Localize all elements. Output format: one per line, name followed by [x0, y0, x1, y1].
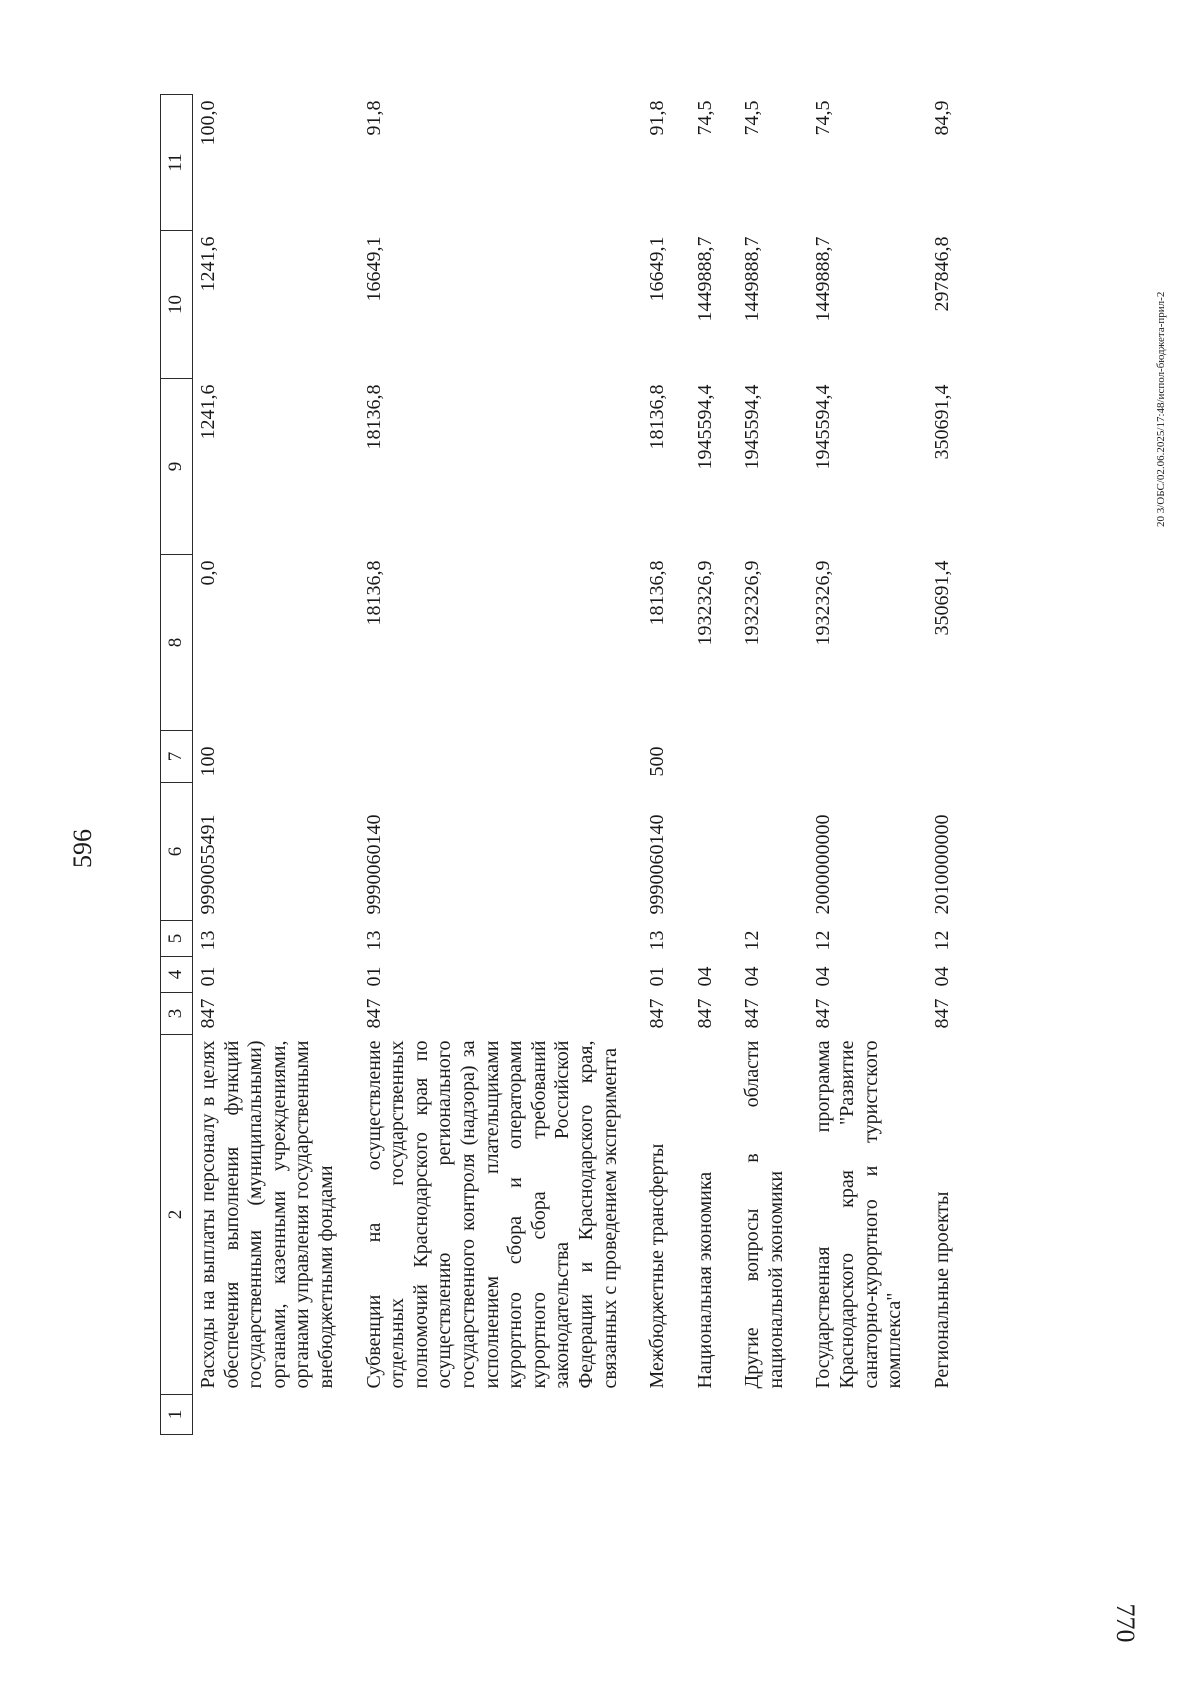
- cell-c3: 847: [197, 998, 219, 1029]
- row-index-cell: [359, 1395, 643, 1435]
- cell-c3: 847: [646, 998, 669, 1029]
- cell-c7: 500: [646, 746, 669, 777]
- cell-c6: 9990060140: [646, 814, 669, 915]
- table-row: [690, 95, 738, 1435]
- cell-c11: 100,0: [197, 100, 219, 146]
- cell-c10: 16649,1: [362, 236, 385, 302]
- column-header: 10: [161, 231, 193, 379]
- table-row: [642, 95, 690, 1435]
- column-header: 3: [161, 993, 193, 1035]
- cell-c11: 74,5: [741, 100, 764, 136]
- row-name: Субвенции на осуществление отдельных государственных полномочий Краснодарского края по осуществлению регионального государственного контроля (надзора) за исполнением плательщиками курортного сбора и операторами курортного сбора требований законодательства Российской Федерации и Краснодарского края, связанных с проведением эксперимента: [362, 1040, 621, 1389]
- cell-c9: 1945594,4: [812, 384, 835, 470]
- column-header: 6: [161, 783, 193, 921]
- cell-c3: 847: [693, 998, 716, 1029]
- column-header: 8: [161, 555, 193, 731]
- table-row: [193, 95, 359, 1435]
- cell-c10: 16649,1: [646, 236, 669, 302]
- column-header-row: [161, 95, 193, 1435]
- row-name: Расходы на выплаты персоналу в целях обеспечения выполнения функций государственными (муниципальными) органами, казенными учреждениями, органами управления государственными внебюджетными фондами: [197, 1040, 337, 1389]
- table-row: [808, 95, 926, 1435]
- cell-c5: 12: [741, 930, 764, 951]
- cell-c4: 01: [197, 966, 219, 987]
- cell-c5: 13: [197, 930, 219, 951]
- column-header: 4: [161, 957, 193, 993]
- column-header: 2: [161, 1035, 193, 1395]
- cell-c8: 18136,8: [646, 560, 669, 626]
- table-row: [927, 95, 975, 1435]
- cell-c3: 847: [812, 998, 835, 1029]
- cell-c6: [737, 783, 808, 921]
- page-number: 596: [68, 829, 97, 868]
- cell-c8: 18136,8: [362, 560, 385, 626]
- row-index-cell: [193, 1395, 359, 1435]
- cell-c8: 0,0: [197, 560, 219, 586]
- cell-c11: 91,8: [362, 100, 385, 136]
- cell-c11: 84,9: [930, 100, 953, 136]
- row-index-cell: [808, 1395, 926, 1435]
- row-name: Межбюджетные трансферты: [646, 1143, 669, 1389]
- cell-c9: 350691,4: [930, 384, 953, 460]
- cell-c9: 1945594,4: [741, 384, 764, 470]
- cell-c7: [690, 731, 738, 783]
- cell-c5: 12: [812, 930, 835, 951]
- cell-c6: [690, 783, 738, 921]
- cell-c6: 2010000000: [930, 814, 953, 915]
- table-row: [359, 95, 643, 1435]
- cell-c10: 1449888,7: [741, 236, 764, 322]
- cell-c3: 847: [930, 998, 953, 1029]
- cell-c11: 74,5: [812, 100, 835, 136]
- cell-c8: 1932326,9: [693, 560, 716, 646]
- column-header: 9: [161, 379, 193, 555]
- cell-c9: 18136,8: [646, 384, 669, 450]
- cell-c4: 04: [741, 966, 764, 987]
- cell-c9: 1945594,4: [693, 384, 716, 470]
- cell-c7: [737, 731, 808, 783]
- cell-c4: 04: [812, 966, 835, 987]
- column-header: 7: [161, 731, 193, 783]
- cell-c10: 1449888,7: [812, 236, 835, 322]
- row-name: Национальная экономика: [693, 1171, 716, 1389]
- cell-c5: 12: [930, 930, 953, 951]
- cell-c6: 9990055491: [197, 814, 219, 915]
- column-header: 5: [161, 921, 193, 957]
- cell-c4: 01: [362, 966, 385, 987]
- footer-stamp: 20 3/ОБС/02.06.2025/17:48/испол-бюджета-прил-2: [1155, 291, 1167, 527]
- cell-c10: 1449888,7: [693, 236, 716, 322]
- cell-c10: 297846,8: [930, 236, 953, 312]
- cell-c8: 1932326,9: [741, 560, 764, 646]
- row-index-cell: [642, 1395, 690, 1435]
- cell-c7: 100: [197, 746, 219, 777]
- cell-c3: 847: [362, 998, 385, 1029]
- cell-c3: 847: [741, 998, 764, 1029]
- row-index-cell: [690, 1395, 738, 1435]
- cell-c4: 04: [930, 966, 953, 987]
- cell-c7: [359, 731, 643, 783]
- row-index-cell: [737, 1395, 808, 1435]
- cell-c7: [927, 731, 975, 783]
- budget-table: [160, 94, 974, 1435]
- document-page-number: 770: [1111, 1603, 1140, 1643]
- row-name: Государственная программа Краснодарского края "Развитие санаторно-курортного и туристского комплекса": [812, 1040, 906, 1389]
- cell-c4: 01: [646, 966, 669, 987]
- cell-c11: 91,8: [646, 100, 669, 136]
- row-name: Региональные проекты: [930, 1191, 953, 1389]
- cell-c5: [690, 921, 738, 957]
- row-index-cell: [927, 1395, 975, 1435]
- cell-c8: 350691,4: [930, 560, 953, 636]
- cell-c6: 2000000000: [812, 814, 835, 915]
- column-header: 1: [161, 1395, 193, 1435]
- cell-c7: [808, 731, 926, 783]
- cell-c11: 74,5: [693, 100, 716, 136]
- row-name: Другие вопросы в области национальной экономики: [741, 1040, 787, 1389]
- cell-c8: 1932326,9: [812, 560, 835, 646]
- column-header: 11: [161, 95, 193, 231]
- table-row: [737, 95, 808, 1435]
- cell-c5: 13: [362, 930, 385, 951]
- cell-c9: 1241,6: [197, 384, 219, 440]
- cell-c10: 1241,6: [197, 236, 219, 292]
- cell-c4: 04: [693, 966, 716, 987]
- cell-c6: 9990060140: [362, 814, 385, 915]
- cell-c9: 18136,8: [362, 384, 385, 450]
- cell-c5: 13: [646, 930, 669, 951]
